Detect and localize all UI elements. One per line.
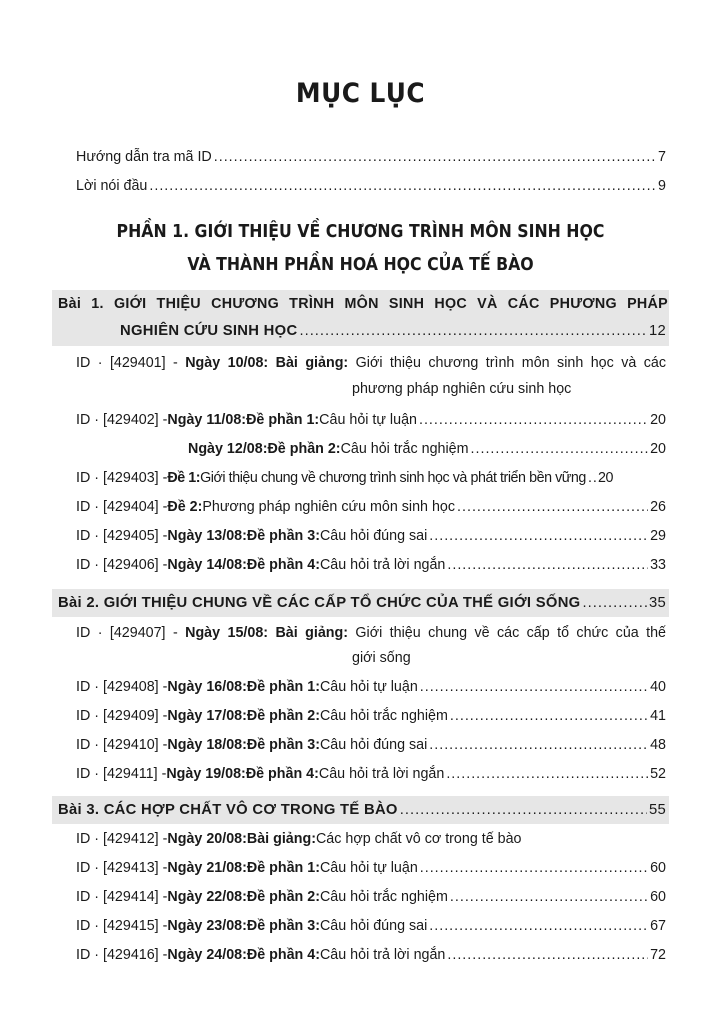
entry-text: Câu hỏi trắc nghiệm [340,441,469,457]
entry-kind: Đề phần 4: [245,766,319,782]
entry-page: 40 [650,679,666,695]
toc-entry[interactable] [76,526,666,546]
entry-text: Câu hỏi tự luận [319,412,417,428]
toc-entry[interactable] [76,735,666,755]
entry-kind: Đề phần 4: [246,557,320,573]
entry-text: Câu hỏi tự luận [319,679,418,695]
entry-id: ID · [429416] - [76,947,168,963]
lesson-label: Bài 2. GIỚI THIỆU CHUNG VỀ CÁC CẤP TỔ CHỨC CỦA THẾ GIỚI SỐNG [58,595,581,611]
entry-id: ID · [429411] - [76,766,167,782]
entry-id: ID · [429403] - [76,470,168,486]
dot-leader [447,945,648,965]
entry-kind: Bài giảng: [246,831,316,847]
entry-text-cont: giới sống [352,650,411,666]
dot-leader [447,555,648,575]
dot-leader [450,887,648,907]
toc-entry[interactable] [76,945,666,965]
entry-date: Ngày 14/08: [167,557,247,573]
dot-leader [457,497,648,517]
entry-date: Ngày 19/08: [166,766,246,782]
dot-leader [149,176,656,196]
entry-text: Câu hỏi đúng sai [319,528,428,544]
toc-entry[interactable] [188,439,666,459]
toc-entry[interactable] [76,677,666,697]
entry-text: Giới thiệu chương trình môn sinh học và các [355,355,667,371]
entry-page: 41 [650,708,666,724]
lesson-3-title[interactable] [58,800,666,820]
dot-leader [429,735,648,755]
dot-leader [429,526,648,546]
toc-entry[interactable] [76,764,666,784]
toc-entry[interactable] [76,623,666,643]
dot-leader [450,706,648,726]
entry-id: ID · [429401] - [76,355,186,371]
part-heading-line2: VÀ THÀNH PHẦN HOÁ HỌC CỦA TẾ BÀO [187,255,534,275]
entry-text: Giới thiệu chung về chương trình sinh học và phát triển bền vững [200,470,586,486]
entry-date: Ngày 12/08: [188,441,268,457]
entry-id: ID · [429404] - [76,499,168,515]
toc-entry[interactable] [76,706,666,726]
entry-date: Ngày 13/08: [167,528,247,544]
entry-kind: Bài giảng: [275,625,356,641]
entry-id: ID · [429408] - [76,679,168,695]
lesson-page: 55 [648,802,666,818]
dot-leader [588,468,596,488]
toc-entry[interactable] [76,468,666,488]
entry-kind: Đề 1: [167,470,201,486]
entry-page: 67 [650,918,666,934]
dot-leader [214,147,656,167]
toc-entry[interactable] [76,410,666,430]
toc-entry[interactable] [76,353,666,373]
lesson-page: 35 [648,595,666,611]
entry-page: 72 [650,947,666,963]
entry-label: Hướng dẫn tra mã ID [76,149,212,165]
entry-text: Phương pháp nghiên cứu môn sinh học [202,499,456,515]
toc-entry[interactable] [76,555,666,575]
entry-page: 60 [650,889,666,905]
toc-entry[interactable] [76,916,666,936]
entry-page: 20 [597,470,613,486]
lesson-1-title[interactable]: Bài 1. GIỚI THIỆU CHƯƠNG TRÌNH MÔN SINH HỌC VÀ CÁC PHƯƠNG PHÁP [58,296,668,312]
entry-text: Câu hỏi trả lời ngắn [319,947,446,963]
entry-text: Các hợp chất vô cơ trong tế bào [315,831,522,847]
entry-id: ID · [429406] - [76,557,168,573]
entry-text: Câu hỏi tự luận [319,860,418,876]
entry-id: ID · [429412] - [76,831,168,847]
entry-page: 48 [650,737,666,753]
lesson-2-title[interactable] [58,593,666,613]
entry-label: Lời nói đầu [76,178,148,194]
entry-kind: Đề phần 4: [246,947,320,963]
entry-text: Câu hỏi trả lời ngắn [319,557,446,573]
entry-id: ID · [429413] - [76,860,168,876]
dot-leader [471,439,649,459]
entry-kind: Đề phần 2: [267,441,341,457]
toc-entry[interactable] [76,858,666,878]
entry-text: Câu hỏi đúng sai [319,737,428,753]
entry-text: Giới thiệu chung về các cấp tổ chức của thế [355,625,667,641]
entry-date: Ngày 24/08: [167,947,247,963]
entry-page: 33 [650,557,666,573]
entry-page: 7 [658,149,666,165]
entry-text: Câu hỏi trả lời ngắn [318,766,445,782]
entry-id: ID · [429410] - [76,737,168,753]
lesson-label: NGHIÊN CỨU SINH HỌC [120,323,298,339]
entry-page: 60 [650,860,666,876]
toc-entry-preface[interactable] [76,176,666,196]
entry-date: Ngày 16/08: [167,679,247,695]
dot-leader [420,677,648,697]
entry-kind: Đề phần 3: [246,737,320,753]
entry-date: Ngày 11/08: [167,412,247,428]
dot-leader [419,410,648,430]
entry-date: Ngày 18/08: [167,737,247,753]
entry-id: ID · [429407] - [76,625,186,641]
entry-date: Ngày 22/08: [167,889,247,905]
dot-leader [400,800,647,820]
entry-date: Ngày 10/08: [185,355,276,371]
lesson-1-title-cont[interactable] [120,321,666,341]
entry-date: Ngày 20/08: [167,831,247,847]
entry-page: 26 [650,499,666,515]
toc-entry[interactable] [76,829,666,849]
dot-leader [446,764,648,784]
entry-date: Ngày 23/08: [167,918,247,934]
entry-date: Ngày 15/08: [185,625,276,641]
entry-kind: Đề phần 1: [246,679,320,695]
entry-date: Ngày 17/08: [167,708,247,724]
entry-text: Câu hỏi trắc nghiệm [319,708,448,724]
entry-id: ID · [429415] - [76,918,168,934]
toc-entry-guide[interactable] [76,147,666,167]
toc-entry[interactable] [76,497,666,517]
entry-id: ID · [429402] - [76,412,168,428]
entry-kind: Đề phần 2: [246,708,320,724]
entry-date: Ngày 21/08: [167,860,247,876]
entry-kind: Bài giảng: [275,355,356,371]
entry-page: 29 [650,528,666,544]
dot-leader [420,858,648,878]
dot-leader [429,916,648,936]
dot-leader [299,321,646,341]
page-title: MỤC LỤC [295,78,426,109]
entry-text: Câu hỏi đúng sai [319,918,428,934]
entry-kind: Đề 2: [167,499,203,515]
entry-page: 20 [650,412,666,428]
toc-entry[interactable] [76,887,666,907]
entry-id: ID · [429414] - [76,889,168,905]
entry-kind: Đề phần 2: [246,889,320,905]
entry-text: Câu hỏi trắc nghiệm [319,889,448,905]
entry-page: 20 [650,441,666,457]
part-heading-line1: PHẦN 1. GIỚI THIỆU VỀ CHƯƠNG TRÌNH MÔN SINH HỌC [116,222,605,242]
entry-kind: Đề phần 1: [246,860,320,876]
entry-kind: Đề phần 3: [246,918,320,934]
entry-kind: Đề phần 1: [246,412,320,428]
entry-page: 9 [658,178,666,194]
entry-id: ID · [429405] - [76,528,168,544]
lesson-label: Bài 3. CÁC HỢP CHẤT VÔ CƠ TRONG TẾ BÀO [58,802,398,818]
entry-text-cont: phương pháp nghiên cứu sinh học [352,381,572,397]
entry-page: 52 [650,766,666,782]
entry-id: ID · [429409] - [76,708,168,724]
lesson-page: 12 [648,323,666,339]
entry-kind: Đề phần 3: [246,528,320,544]
dot-leader [583,593,647,613]
